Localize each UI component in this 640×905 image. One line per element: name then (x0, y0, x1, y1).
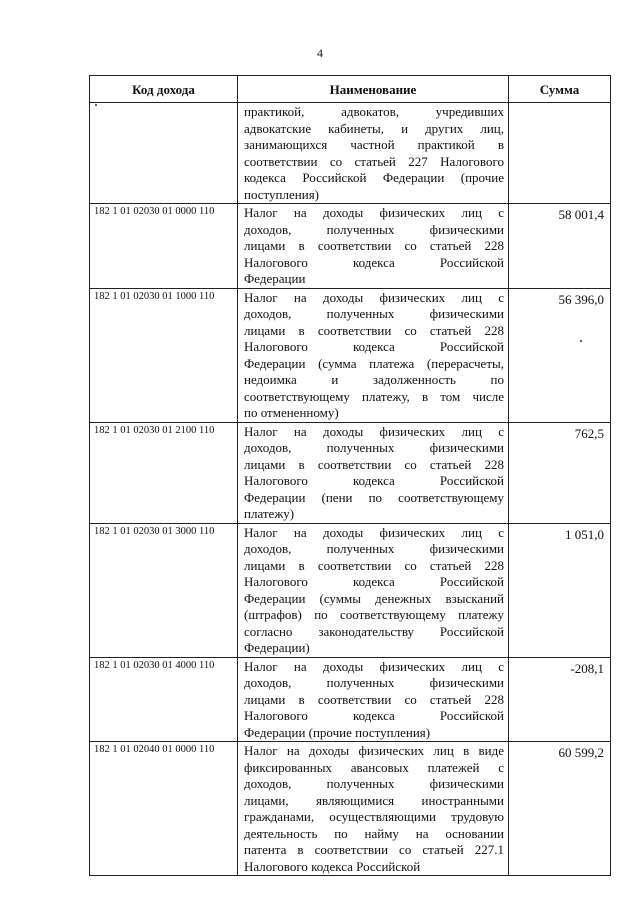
income-code-cell: 182 1 01 02040 01 0000 110 (90, 742, 238, 876)
income-name-line: лицами в соответствии со статьей 228 (244, 322, 504, 338)
income-name-line: занимающихся частной практикой в (244, 137, 504, 152)
header-sum: Сумма (509, 76, 611, 103)
income-name-line: доходов, полученных физическими (244, 776, 504, 791)
table-body (90, 103, 611, 876)
income-code-cell: 182 1 01 02030 01 1000 110 (90, 288, 238, 422)
income-name-line: деятельность по найму на основании (244, 825, 504, 841)
header-name: Наименование (238, 76, 509, 103)
income-code-cell: 182 1 01 02030 01 4000 110 (90, 657, 238, 742)
revenue-table (89, 75, 611, 876)
income-name-cell (238, 657, 509, 742)
table-row (90, 288, 611, 422)
income-code-cell: 182 1 01 02030 01 2100 110 (90, 422, 238, 523)
income-name-line: Налог на доходы физических лиц с (244, 289, 504, 305)
income-name-cell (238, 288, 509, 422)
income-name-line: Налогового кодекса Российской (244, 473, 504, 488)
table-row (90, 523, 611, 657)
table-row (90, 657, 611, 742)
income-name-line: доходов, полученных физическими (244, 221, 504, 237)
income-name-line: Федерации) (244, 640, 310, 655)
income-name-line: лицами в соответствии со статьей 228 (244, 691, 504, 707)
income-name-line: кодекса Российской Федерации (прочие (244, 170, 504, 185)
page-number: 4 (317, 46, 323, 60)
income-name-line: доходов, полученных физическими (244, 675, 504, 690)
income-code-cell: 182 1 01 02030 01 3000 110 (90, 523, 238, 657)
income-name-line: лицами в соответствии со статьей 228 (244, 456, 504, 472)
amount-cell: 762,5 (509, 422, 611, 523)
scan-dot-mark (580, 340, 582, 342)
table-row (90, 204, 611, 289)
income-name-line: Налогового кодекса Российской (244, 574, 504, 589)
scan-dot-mark (95, 104, 97, 106)
income-name-line: гражданами, осуществляющими трудовую (244, 809, 504, 824)
income-name-line: соответствующему платежу, в том числе (244, 388, 504, 404)
income-name-line: платежу) (244, 506, 295, 521)
income-name-line: практикой, адвокатов, учредивших (244, 104, 504, 119)
header-code: Код дохода (90, 76, 238, 103)
income-name-line: Налог на доходы физических лиц с (244, 658, 504, 674)
table-row (90, 742, 611, 876)
income-name-line: доходов, полученных физическими (244, 306, 504, 321)
income-name-line: поступления) (244, 186, 319, 202)
income-name-line: Федерации (пени по соответствующему (244, 489, 504, 505)
income-name-line: доходов, полученных физическими (244, 440, 504, 455)
amount-cell (509, 103, 611, 204)
income-code-cell (90, 103, 238, 204)
table-header-row (90, 76, 611, 103)
income-code-cell: 182 1 01 02030 01 0000 110 (90, 204, 238, 289)
income-name-line: Федерации (прочие поступления) (244, 724, 431, 740)
income-name-line: адвокатские кабинеты, и других лиц, (244, 120, 504, 136)
income-name-line: по отмененному) (244, 405, 339, 420)
income-name-cell (238, 422, 509, 523)
income-name-cell (238, 523, 509, 657)
income-name-line: лицами, являющимися иностранными (244, 792, 504, 808)
amount-cell: 60 599,2 (509, 742, 611, 876)
income-name-line: Налог на доходы физических лиц с (244, 524, 504, 540)
amount-cell: 1 051,0 (509, 523, 611, 657)
income-name-cell (238, 103, 509, 204)
income-name-cell (238, 742, 509, 876)
income-name-line: Налог на доходы физических лиц с (244, 205, 504, 220)
income-name-line: Федерации (суммы денежных взысканий (244, 590, 504, 606)
income-name-line: Федерации (сумма платежа (перерасчеты, (244, 355, 504, 371)
income-name-line: лицами в соответствии со статьей 228 (244, 238, 504, 253)
income-name-cell (238, 204, 509, 289)
table-row (90, 422, 611, 523)
amount-cell: -208,1 (509, 657, 611, 742)
income-name-line: Налог на доходы физических лиц с (244, 423, 504, 439)
income-name-line: Налогового кодекса Российской (244, 339, 504, 354)
income-name-line: патента в соответствии со статьей 227.1 (244, 842, 504, 857)
income-name-line: Налогового кодекса Российской (244, 254, 504, 270)
amount-cell: 58 001,4 (509, 204, 611, 289)
income-name-line: Налогового кодекса Российской (244, 858, 421, 874)
income-name-line: лицами в соответствии со статьей 228 (244, 557, 504, 573)
table-row (90, 103, 611, 204)
income-name-line: фиксированных авансовых платежей с (244, 759, 504, 775)
income-name-line: Федерации (244, 271, 306, 286)
income-name-line: Налогового кодекса Российской (244, 708, 504, 723)
income-name-line: согласно законодательству Российской (244, 623, 504, 639)
income-name-line: соответствии со статьей 227 Налогового (244, 153, 504, 169)
income-name-line: недоимка и задолженность по (244, 372, 504, 387)
income-name-line: Налог на доходы физических лиц в виде (244, 743, 504, 758)
income-name-line: (штрафов) по соответствующему платежу (244, 607, 504, 622)
income-name-line: доходов, полученных физическими (244, 541, 504, 556)
amount-cell: 56 396,0 (509, 288, 611, 422)
